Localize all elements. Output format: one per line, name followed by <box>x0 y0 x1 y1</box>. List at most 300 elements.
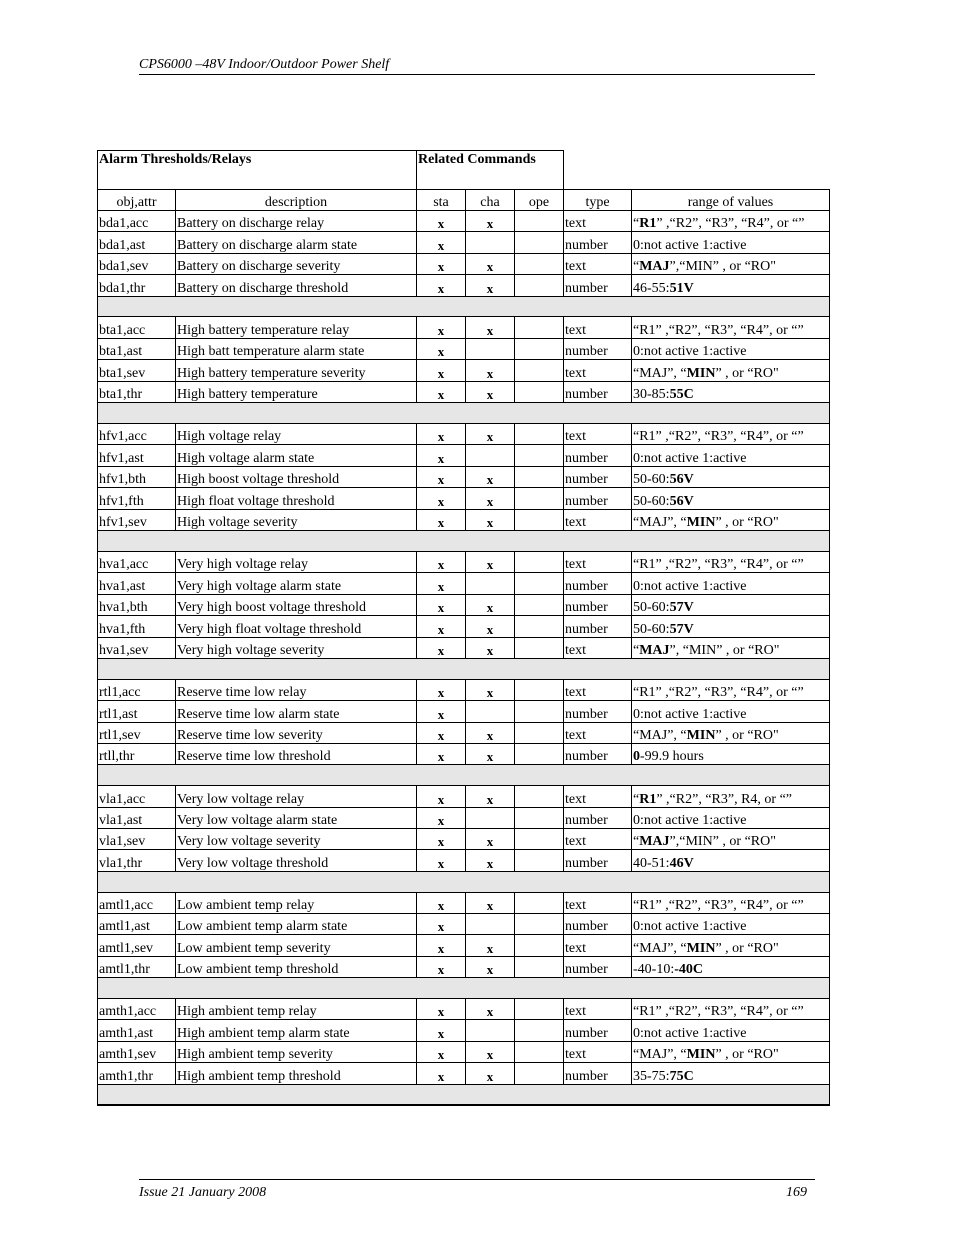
cell-sta: x <box>417 232 466 253</box>
cell-description: High ambient temp alarm state <box>176 1020 417 1041</box>
cell-sta: x <box>417 509 466 530</box>
range-post: -99.9 hours <box>640 749 704 765</box>
range-post: ” , or “RO" <box>715 727 779 743</box>
cell-cha: x <box>466 466 515 487</box>
cell-range <box>632 573 830 594</box>
group-separator-row <box>98 531 830 552</box>
cell-range <box>632 998 830 1019</box>
cell-range <box>632 786 830 807</box>
table-row <box>98 317 830 338</box>
cell-description: Reserve time low alarm state <box>176 701 417 722</box>
range-pre: 0:not active 1:active <box>633 237 747 253</box>
table-row <box>98 381 830 402</box>
cell-obj: hfv1,ast <box>98 445 176 466</box>
cell-obj: bta1,ast <box>98 338 176 359</box>
range-post: ”,“MIN” , or “RO" <box>669 834 776 850</box>
cell-obj: rtl1,sev <box>98 722 176 743</box>
separator-cell <box>98 1084 830 1105</box>
cell-description: Very high voltage relay <box>176 551 417 572</box>
cell-cha: x <box>466 786 515 807</box>
cell-obj: amtl1,sev <box>98 935 176 956</box>
cell-description: Very high voltage severity <box>176 637 417 658</box>
range-bold: 51V <box>669 280 694 296</box>
cell-ope <box>515 466 564 487</box>
range-pre: 0:not active 1:active <box>633 1025 747 1041</box>
table-row <box>98 466 830 487</box>
cell-type: number <box>564 616 632 637</box>
cell-description: High battery temperature severity <box>176 360 417 381</box>
cell-cha: x <box>466 488 515 509</box>
table-row <box>98 338 830 359</box>
cell-range <box>632 275 830 296</box>
cell-sta: x <box>417 573 466 594</box>
cell-obj: hva1,ast <box>98 573 176 594</box>
range-post: ” , or “RO" <box>715 940 779 956</box>
table-row <box>98 850 830 871</box>
cell-range <box>632 253 830 274</box>
cell-range <box>632 935 830 956</box>
cell-obj: bta1,thr <box>98 381 176 402</box>
cell-obj: vla1,ast <box>98 807 176 828</box>
cell-range <box>632 850 830 871</box>
cell-type: number <box>564 381 632 402</box>
range-post: ” , or “RO" <box>715 515 779 531</box>
range-pre: 50-60: <box>633 600 670 616</box>
cell-type: number <box>564 807 632 828</box>
cell-ope <box>515 637 564 658</box>
cell-ope <box>515 551 564 572</box>
cell-range <box>632 1020 830 1041</box>
range-pre: 0:not active 1:active <box>633 812 747 828</box>
cell-range <box>632 892 830 913</box>
cell-description: Battery on discharge alarm state <box>176 232 417 253</box>
table-row <box>98 573 830 594</box>
cell-obj: hva1,bth <box>98 594 176 615</box>
range-bold: 56V <box>669 472 694 488</box>
cell-type: number <box>564 956 632 977</box>
cell-ope <box>515 232 564 253</box>
range-bold: MIN <box>686 1047 716 1063</box>
cell-range <box>632 211 830 232</box>
cell-sta: x <box>417 998 466 1019</box>
cell-type: number <box>564 275 632 296</box>
cell-type: text <box>564 423 632 444</box>
range-pre: “ <box>633 642 640 658</box>
table-row <box>98 1063 830 1084</box>
cell-type: number <box>564 338 632 359</box>
cell-sta: x <box>417 679 466 700</box>
table-row <box>98 232 830 253</box>
range-bold: R1 <box>639 791 657 807</box>
cell-cha: x <box>466 679 515 700</box>
document-title: CPS6000 –48V Indoor/Outdoor Power Shelf <box>139 57 390 72</box>
separator-cell <box>98 296 830 317</box>
cell-obj: rtl1,ast <box>98 701 176 722</box>
cell-sta: x <box>417 488 466 509</box>
cell-cha: x <box>466 423 515 444</box>
cell-description: High battery temperature relay <box>176 317 417 338</box>
range-pre: “ <box>633 791 640 807</box>
cell-ope <box>515 807 564 828</box>
cell-description: Battery on discharge severity <box>176 253 417 274</box>
running-footer <box>139 1179 815 1201</box>
table-row <box>98 892 830 913</box>
cell-type: text <box>564 998 632 1019</box>
cell-description: Battery on discharge threshold <box>176 275 417 296</box>
cell-type: text <box>564 935 632 956</box>
cell-sta: x <box>417 637 466 658</box>
cell-range <box>632 637 830 658</box>
cell-type: text <box>564 722 632 743</box>
cell-sta: x <box>417 743 466 764</box>
col-header-cha: cha <box>466 190 515 211</box>
cell-cha: x <box>466 211 515 232</box>
cell-ope <box>515 743 564 764</box>
separator-cell <box>98 658 830 679</box>
table-row <box>98 211 830 232</box>
cell-cha: x <box>466 956 515 977</box>
cell-obj: bda1,sev <box>98 253 176 274</box>
cell-description: Very low voltage severity <box>176 828 417 849</box>
cell-obj: hfv1,acc <box>98 423 176 444</box>
cell-range <box>632 488 830 509</box>
cell-sta: x <box>417 892 466 913</box>
cell-range <box>632 1063 830 1084</box>
cell-type: text <box>564 679 632 700</box>
table-row <box>98 551 830 572</box>
range-bold: 57V <box>669 621 694 637</box>
range-bold: 75C <box>669 1068 694 1084</box>
cell-type: number <box>564 232 632 253</box>
cell-cha: x <box>466 637 515 658</box>
range-post: ” , or “RO" <box>715 365 779 381</box>
table-row <box>98 679 830 700</box>
cell-description: High ambient temp relay <box>176 998 417 1019</box>
cell-ope <box>515 616 564 637</box>
cell-description: Very high boost voltage threshold <box>176 594 417 615</box>
cell-range <box>632 594 830 615</box>
cell-sta: x <box>417 423 466 444</box>
table-row <box>98 253 830 274</box>
range-pre: 30-85: <box>633 387 670 403</box>
cell-range <box>632 509 830 530</box>
table-row <box>98 998 830 1019</box>
cell-sta: x <box>417 445 466 466</box>
cell-ope <box>515 338 564 359</box>
cell-type: number <box>564 1020 632 1041</box>
cell-cha: x <box>466 1063 515 1084</box>
cell-type: text <box>564 637 632 658</box>
cell-obj: hfv1,bth <box>98 466 176 487</box>
range-pre: “R1” ,“R2”, “R3”, “R4”, or “” <box>633 897 804 913</box>
group-separator-row <box>98 296 830 317</box>
cell-range <box>632 701 830 722</box>
cell-cha: x <box>466 509 515 530</box>
cell-cha <box>466 445 515 466</box>
table-row <box>98 637 830 658</box>
cell-sta: x <box>417 1041 466 1062</box>
cell-type: text <box>564 828 632 849</box>
cell-ope <box>515 317 564 338</box>
range-bold: MIN <box>686 515 716 531</box>
cell-range <box>632 913 830 934</box>
cell-cha: x <box>466 594 515 615</box>
cell-cha <box>466 232 515 253</box>
cell-description: Low ambient temp relay <box>176 892 417 913</box>
cell-type: text <box>564 509 632 530</box>
cell-description: Very low voltage relay <box>176 786 417 807</box>
cell-sta: x <box>417 551 466 572</box>
cell-ope <box>515 275 564 296</box>
cell-description: Very low voltage alarm state <box>176 807 417 828</box>
range-pre: “MAJ”, “ <box>633 1047 687 1063</box>
cell-cha <box>466 1020 515 1041</box>
range-bold: 55C <box>669 387 694 403</box>
cell-description: High battery temperature <box>176 381 417 402</box>
cell-description: Battery on discharge relay <box>176 211 417 232</box>
cell-ope <box>515 679 564 700</box>
range-pre: 0:not active 1:active <box>633 344 747 360</box>
cell-ope <box>515 828 564 849</box>
table-row <box>98 722 830 743</box>
range-bold: MAJ <box>639 642 670 658</box>
table-row <box>98 360 830 381</box>
range-pre: “MAJ”, “ <box>633 515 687 531</box>
cell-range <box>632 722 830 743</box>
cell-obj: amth1,sev <box>98 1041 176 1062</box>
range-bold: 0 <box>633 749 640 765</box>
cell-description: High boost voltage threshold <box>176 466 417 487</box>
cell-obj: hfv1,fth <box>98 488 176 509</box>
cell-obj: bda1,acc <box>98 211 176 232</box>
cell-range <box>632 679 830 700</box>
cell-ope <box>515 423 564 444</box>
cell-ope <box>515 850 564 871</box>
range-bold: MAJ <box>639 259 670 275</box>
cell-cha: x <box>466 1041 515 1062</box>
cell-cha: x <box>466 828 515 849</box>
cell-range <box>632 551 830 572</box>
group-separator-row <box>98 765 830 786</box>
range-bold: MIN <box>686 940 716 956</box>
cell-sta: x <box>417 275 466 296</box>
cell-sta: x <box>417 956 466 977</box>
cell-cha: x <box>466 275 515 296</box>
cell-sta: x <box>417 466 466 487</box>
cell-obj: hva1,acc <box>98 551 176 572</box>
cell-range <box>632 616 830 637</box>
cell-range <box>632 807 830 828</box>
cell-description: High voltage severity <box>176 509 417 530</box>
cell-obj: amtl1,ast <box>98 913 176 934</box>
cell-sta: x <box>417 935 466 956</box>
col-header-sta: sta <box>417 190 466 211</box>
cell-type: text <box>564 551 632 572</box>
cell-obj: rtll,thr <box>98 743 176 764</box>
cell-obj: amth1,acc <box>98 998 176 1019</box>
range-post: ” ,“R2”, “R3”, R4, or “” <box>656 791 793 807</box>
group-header-commands: Related Commands <box>417 151 564 190</box>
cell-range <box>632 743 830 764</box>
range-pre: “ <box>633 216 640 232</box>
range-post: ”,“MIN” , or “RO" <box>669 259 776 275</box>
cell-type: number <box>564 594 632 615</box>
range-post: ” , or “RO" <box>715 1047 779 1063</box>
separator-cell <box>98 531 830 552</box>
range-pre: 0:not active 1:active <box>633 450 747 466</box>
cell-sta: x <box>417 722 466 743</box>
cell-sta: x <box>417 360 466 381</box>
cell-type: number <box>564 466 632 487</box>
cell-sta: x <box>417 850 466 871</box>
cell-obj: amtl1,acc <box>98 892 176 913</box>
cell-type: number <box>564 573 632 594</box>
table-row <box>98 594 830 615</box>
cell-sta: x <box>417 701 466 722</box>
cell-type: number <box>564 701 632 722</box>
cell-obj: hva1,fth <box>98 616 176 637</box>
cell-range <box>632 466 830 487</box>
cell-cha: x <box>466 722 515 743</box>
cell-ope <box>515 1063 564 1084</box>
cell-cha: x <box>466 616 515 637</box>
cell-type: text <box>564 786 632 807</box>
cell-ope <box>515 594 564 615</box>
range-pre: 50-60: <box>633 493 670 509</box>
cell-ope <box>515 488 564 509</box>
running-header <box>139 56 815 75</box>
cell-type: number <box>564 850 632 871</box>
range-pre: 0:not active 1:active <box>633 706 747 722</box>
cell-obj: hfv1,sev <box>98 509 176 530</box>
range-pre: “MAJ”, “ <box>633 727 687 743</box>
cell-cha: x <box>466 935 515 956</box>
cell-type: number <box>564 445 632 466</box>
cell-ope <box>515 445 564 466</box>
table-row <box>98 743 830 764</box>
cell-sta: x <box>417 1020 466 1041</box>
cell-description: Very high voltage alarm state <box>176 573 417 594</box>
cell-cha: x <box>466 892 515 913</box>
table-row <box>98 488 830 509</box>
cell-type: text <box>564 211 632 232</box>
table-row <box>98 807 830 828</box>
group-separator-row <box>98 1084 830 1105</box>
cell-sta: x <box>417 253 466 274</box>
cell-obj: vla1,sev <box>98 828 176 849</box>
table-row <box>98 423 830 444</box>
group-header-alarm: Alarm Thresholds/Relays <box>98 151 417 190</box>
cell-ope <box>515 1020 564 1041</box>
cell-cha <box>466 913 515 934</box>
cell-description: High ambient temp threshold <box>176 1063 417 1084</box>
cell-obj: rtl1,acc <box>98 679 176 700</box>
cell-sta: x <box>417 211 466 232</box>
cell-sta: x <box>417 381 466 402</box>
cell-ope <box>515 211 564 232</box>
range-pre: 50-60: <box>633 472 670 488</box>
cell-description: Reserve time low threshold <box>176 743 417 764</box>
table-row <box>98 701 830 722</box>
cell-range <box>632 381 830 402</box>
cell-sta: x <box>417 338 466 359</box>
cell-cha: x <box>466 551 515 572</box>
cell-description: High float voltage threshold <box>176 488 417 509</box>
cell-cha <box>466 807 515 828</box>
range-bold: 46V <box>669 855 694 871</box>
cell-type: text <box>564 317 632 338</box>
cell-sta: x <box>417 1063 466 1084</box>
cell-ope <box>515 1041 564 1062</box>
range-bold: MAJ <box>639 834 670 850</box>
cell-range <box>632 232 830 253</box>
cell-range <box>632 317 830 338</box>
cell-ope <box>515 998 564 1019</box>
cell-obj: bta1,acc <box>98 317 176 338</box>
col-header-type: type <box>564 190 632 211</box>
cell-type: text <box>564 892 632 913</box>
range-post: ” ,“R2”, “R3”, “R4”, or “” <box>656 216 805 232</box>
cell-cha: x <box>466 381 515 402</box>
cell-cha: x <box>466 743 515 764</box>
cell-obj: bda1,ast <box>98 232 176 253</box>
cell-cha: x <box>466 850 515 871</box>
cell-type: text <box>564 253 632 274</box>
range-bold: -40C <box>674 962 703 978</box>
table-row <box>98 445 830 466</box>
range-pre: “MAJ”, “ <box>633 940 687 956</box>
cell-description: Very high float voltage threshold <box>176 616 417 637</box>
cell-sta: x <box>417 913 466 934</box>
range-post: ”, “MIN” , or “RO" <box>669 642 780 658</box>
cell-range <box>632 828 830 849</box>
cell-type: number <box>564 913 632 934</box>
cell-ope <box>515 786 564 807</box>
table-row <box>98 1041 830 1062</box>
cell-obj: hva1,sev <box>98 637 176 658</box>
cell-sta: x <box>417 616 466 637</box>
cell-cha <box>466 701 515 722</box>
cell-type: text <box>564 360 632 381</box>
table-row <box>98 509 830 530</box>
cell-obj: bta1,sev <box>98 360 176 381</box>
range-pre: -40-10: <box>633 962 675 978</box>
cell-ope <box>515 381 564 402</box>
cell-ope <box>515 253 564 274</box>
col-header-ope: ope <box>515 190 564 211</box>
cell-obj: vla1,acc <box>98 786 176 807</box>
cell-cha: x <box>466 253 515 274</box>
page-number: 169 <box>786 1185 807 1200</box>
range-pre: 0:not active 1:active <box>633 919 747 935</box>
cell-type: number <box>564 743 632 764</box>
cell-sta: x <box>417 786 466 807</box>
group-separator-row <box>98 871 830 892</box>
cell-cha: x <box>466 360 515 381</box>
cell-description: High batt temperature alarm state <box>176 338 417 359</box>
range-bold: 56V <box>669 493 694 509</box>
range-pre: 35-75: <box>633 1068 670 1084</box>
range-bold: MIN <box>686 727 716 743</box>
range-bold: R1 <box>639 216 657 232</box>
cell-obj: bda1,thr <box>98 275 176 296</box>
range-pre: “ <box>633 259 640 275</box>
table-row <box>98 828 830 849</box>
separator-cell <box>98 403 830 424</box>
cell-obj: amtl1,thr <box>98 956 176 977</box>
group-separator-row <box>98 658 830 679</box>
separator-cell <box>98 871 830 892</box>
